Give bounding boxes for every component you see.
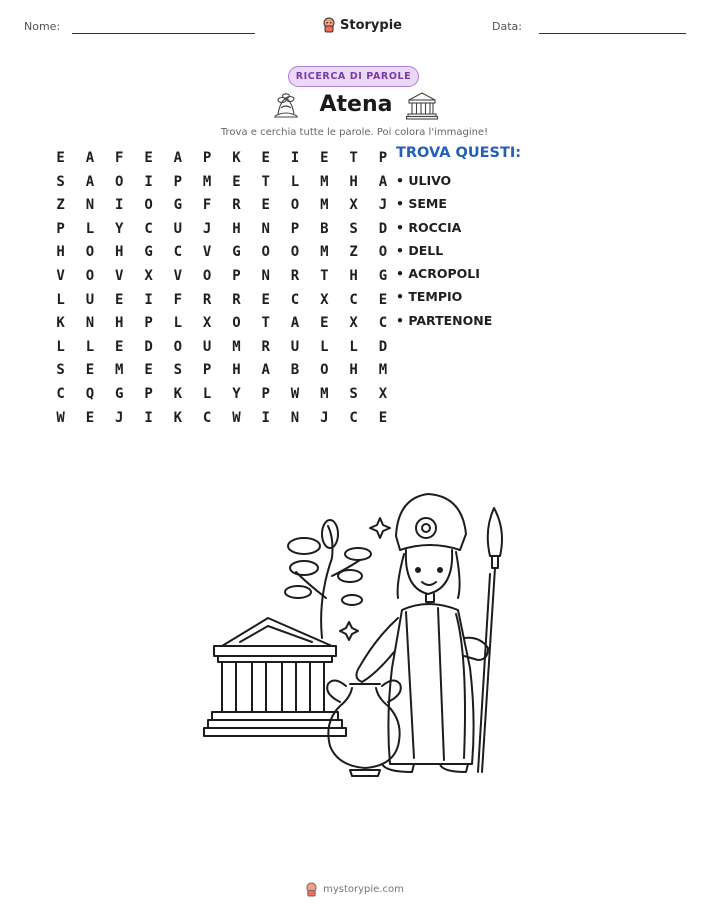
- grid-letter[interactable]: X: [378, 385, 388, 402]
- grid-letter[interactable]: T: [320, 267, 329, 284]
- grid-letter[interactable]: E: [115, 291, 124, 308]
- grid-letter[interactable]: E: [378, 409, 388, 426]
- word-item: • DELL: [396, 242, 444, 258]
- grid-letter[interactable]: M: [320, 385, 329, 402]
- grid-letter[interactable]: L: [349, 338, 358, 355]
- grid-letter[interactable]: F: [202, 197, 212, 214]
- grid-letter[interactable]: E: [378, 291, 388, 308]
- grid-letter[interactable]: I: [144, 409, 153, 426]
- grid-letter[interactable]: F: [173, 291, 183, 308]
- grid-letter[interactable]: E: [144, 150, 153, 166]
- grid-letter[interactable]: E: [320, 315, 329, 332]
- grid-letter[interactable]: L: [85, 220, 95, 237]
- grid-letter[interactable]: C: [173, 244, 183, 261]
- grid-letter[interactable]: V: [56, 267, 65, 284]
- grid-letter[interactable]: H: [349, 362, 358, 379]
- grid-letter[interactable]: W: [290, 385, 300, 402]
- grid-letter[interactable]: A: [290, 315, 300, 332]
- grid-row: [46, 383, 398, 407]
- grid-letter[interactable]: L: [202, 385, 212, 402]
- grid-letter[interactable]: R: [232, 197, 241, 214]
- grid-letter[interactable]: R: [232, 291, 241, 308]
- grid-letter[interactable]: C: [144, 220, 153, 237]
- grid-letter[interactable]: G: [115, 385, 124, 402]
- grid-letter[interactable]: N: [85, 315, 95, 332]
- grid-letter[interactable]: O: [378, 244, 388, 261]
- footer-url[interactable]: mystorypie.com: [323, 883, 404, 895]
- grid-letter[interactable]: E: [261, 291, 270, 308]
- grid-letter[interactable]: F: [115, 150, 124, 166]
- date-line: [539, 33, 686, 34]
- name-line: [72, 33, 255, 34]
- grid-letter[interactable]: D: [144, 338, 153, 355]
- grid-letter[interactable]: N: [290, 409, 300, 426]
- grid-letter[interactable]: G: [173, 197, 183, 214]
- grid-letter[interactable]: O: [232, 315, 241, 332]
- grid-letter[interactable]: T: [261, 173, 270, 190]
- grid-letter[interactable]: J: [320, 409, 329, 426]
- word-item: • ROCCIA: [396, 219, 462, 235]
- grid-letter[interactable]: C: [349, 409, 358, 426]
- grid-letter[interactable]: E: [56, 150, 65, 166]
- page-title: Atena: [319, 92, 393, 117]
- grid-letter[interactable]: W: [56, 409, 65, 426]
- grid-letter[interactable]: L: [56, 291, 65, 308]
- grid-row: [46, 407, 398, 431]
- grid-letter[interactable]: N: [85, 197, 95, 214]
- grid-letter[interactable]: I: [144, 173, 153, 190]
- word-item: • SEME: [396, 196, 447, 212]
- grid-letter[interactable]: K: [56, 315, 65, 332]
- grid-letter[interactable]: M: [320, 197, 329, 214]
- grid-letter[interactable]: J: [378, 197, 388, 214]
- grid-letter[interactable]: H: [232, 362, 241, 379]
- grid-letter[interactable]: O: [320, 362, 329, 379]
- grid-letter[interactable]: C: [378, 315, 388, 332]
- grid-letter[interactable]: N: [261, 220, 270, 237]
- grid-letter[interactable]: S: [349, 220, 358, 237]
- grid-letter[interactable]: D: [378, 220, 388, 237]
- instructions: Trova e cerchia tutte le parole. Poi colora l'immagine!: [220, 127, 489, 138]
- grid-letter[interactable]: P: [56, 220, 65, 237]
- grid-letter[interactable]: C: [202, 409, 212, 426]
- grid-letter[interactable]: M: [320, 244, 329, 261]
- grid-letter[interactable]: O: [115, 173, 124, 190]
- grid-letter[interactable]: H: [115, 315, 124, 332]
- letter-grid[interactable]: [46, 147, 398, 430]
- grid-letter[interactable]: A: [261, 362, 270, 379]
- title-row: [270, 90, 440, 124]
- grid-letter[interactable]: G: [378, 267, 388, 284]
- grid-letter[interactable]: U: [202, 338, 212, 355]
- grid-letter[interactable]: Z: [56, 197, 65, 214]
- grid-letter[interactable]: S: [56, 173, 65, 190]
- grid-letter[interactable]: L: [320, 338, 329, 355]
- grid-letter[interactable]: A: [378, 173, 388, 190]
- grid-letter[interactable]: X: [349, 197, 358, 214]
- grid-letter[interactable]: P: [290, 220, 300, 237]
- word-item: • TEMPIO: [396, 289, 463, 305]
- grid-letter[interactable]: X: [320, 291, 329, 308]
- grid-letter[interactable]: P: [378, 150, 388, 166]
- brand-logo: [322, 14, 402, 36]
- grid-letter[interactable]: E: [320, 150, 329, 166]
- grid-letter[interactable]: E: [85, 409, 95, 426]
- grid-letter[interactable]: J: [202, 220, 212, 237]
- word-list-title: TROVA QUESTI:: [396, 145, 522, 161]
- grid-letter[interactable]: D: [378, 338, 388, 355]
- storypie-mascot-icon: [305, 882, 318, 897]
- grid-letter[interactable]: E: [261, 150, 270, 166]
- grid-letter[interactable]: S: [173, 362, 183, 379]
- grid-letter[interactable]: K: [173, 409, 183, 426]
- spear-drawing: [478, 508, 502, 772]
- grid-letter[interactable]: O: [261, 244, 270, 261]
- grid-letter[interactable]: T: [349, 150, 358, 166]
- grid-letter[interactable]: R: [261, 338, 270, 355]
- athena-coloring-illustration: [200, 488, 510, 780]
- brand-name: Storypie: [340, 17, 402, 33]
- grid-row: [46, 289, 398, 313]
- grid-letter[interactable]: U: [290, 338, 300, 355]
- grid-letter[interactable]: P: [202, 150, 212, 166]
- grid-letter[interactable]: R: [202, 291, 212, 308]
- grid-letter[interactable]: E: [261, 197, 270, 214]
- name-label: Nome:: [24, 20, 61, 33]
- grid-letter[interactable]: E: [232, 173, 241, 190]
- grid-letter[interactable]: C: [56, 385, 65, 402]
- grid-letter[interactable]: H: [349, 267, 358, 284]
- grid-letter[interactable]: I: [115, 197, 124, 214]
- grid-letter[interactable]: O: [173, 338, 183, 355]
- storypie-mascot-icon: [322, 17, 336, 33]
- grid-row: [46, 312, 398, 336]
- grid-letter[interactable]: A: [85, 173, 95, 190]
- word-item: • PARTENONE: [396, 312, 493, 328]
- grid-letter[interactable]: L: [290, 173, 300, 190]
- grid-letter[interactable]: J: [115, 409, 124, 426]
- grid-letter[interactable]: Q: [85, 385, 95, 402]
- grid-letter[interactable]: P: [144, 315, 153, 332]
- grid-letter[interactable]: A: [173, 150, 183, 166]
- grid-letter[interactable]: B: [290, 362, 300, 379]
- grid-letter[interactable]: M: [232, 338, 241, 355]
- grid-row: [46, 194, 398, 218]
- athena-figure-drawing: [356, 494, 488, 772]
- greek-temple-icon: [406, 90, 438, 120]
- grid-letter[interactable]: N: [261, 267, 270, 284]
- grid-letter[interactable]: Y: [115, 220, 124, 237]
- grid-letter[interactable]: L: [85, 338, 95, 355]
- grid-letter[interactable]: O: [202, 267, 212, 284]
- grid-letter[interactable]: E: [115, 338, 124, 355]
- grid-letter[interactable]: P: [202, 362, 212, 379]
- grid-row: [46, 336, 398, 360]
- grid-letter[interactable]: S: [56, 362, 65, 379]
- grid-letter[interactable]: X: [202, 315, 212, 332]
- grid-letter[interactable]: H: [56, 244, 65, 261]
- grid-letter[interactable]: W: [232, 409, 241, 426]
- grid-letter[interactable]: X: [349, 315, 358, 332]
- grid-letter[interactable]: M: [378, 362, 388, 379]
- grid-letter[interactable]: H: [115, 244, 124, 261]
- grid-letter[interactable]: A: [85, 150, 95, 166]
- grid-letter[interactable]: L: [173, 315, 183, 332]
- badge-label: RICERCA DI PAROLE: [295, 71, 412, 82]
- grid-row: [46, 171, 398, 195]
- grid-letter[interactable]: G: [144, 244, 153, 261]
- grid-letter[interactable]: P: [144, 385, 153, 402]
- word-item: • ACROPOLI: [396, 266, 480, 282]
- grid-letter[interactable]: C: [290, 291, 300, 308]
- grid-letter[interactable]: I: [290, 150, 300, 166]
- grid-letter[interactable]: H: [349, 173, 358, 190]
- grid-letter[interactable]: V: [202, 244, 212, 261]
- grid-letter[interactable]: K: [173, 385, 183, 402]
- grid-letter[interactable]: M: [115, 362, 124, 379]
- grid-letter[interactable]: K: [232, 150, 241, 166]
- date-label: Data:: [492, 20, 522, 33]
- grid-letter[interactable]: G: [232, 244, 241, 261]
- grid-letter[interactable]: M: [320, 173, 329, 190]
- grid-letter[interactable]: Z: [349, 244, 358, 261]
- grid-letter[interactable]: I: [144, 291, 153, 308]
- grid-letter[interactable]: O: [290, 244, 300, 261]
- grid-letter[interactable]: H: [232, 220, 241, 237]
- grid-letter[interactable]: V: [173, 267, 183, 284]
- grid-letter[interactable]: M: [202, 173, 212, 190]
- grid-row: [46, 359, 398, 383]
- grid-letter[interactable]: O: [85, 267, 95, 284]
- worksheet-header: [0, 14, 709, 38]
- grid-letter[interactable]: I: [261, 409, 270, 426]
- grid-letter[interactable]: U: [85, 291, 95, 308]
- grid-letter[interactable]: E: [144, 362, 153, 379]
- grid-letter[interactable]: E: [85, 362, 95, 379]
- temple-drawing: [204, 618, 346, 736]
- footer: [0, 879, 709, 899]
- grid-letter[interactable]: O: [290, 197, 300, 214]
- grid-letter[interactable]: O: [144, 197, 153, 214]
- word-list: [396, 145, 596, 332]
- grid-letter[interactable]: X: [144, 267, 153, 284]
- olive-tree-drawing: [285, 520, 371, 638]
- grid-row: [46, 241, 398, 265]
- grid-letter[interactable]: B: [320, 220, 329, 237]
- olive-tree-icon: [270, 90, 302, 120]
- word-item: • ULIVO: [396, 173, 452, 188]
- grid-letter[interactable]: U: [173, 220, 183, 237]
- grid-row: [46, 265, 398, 289]
- grid-letter[interactable]: P: [261, 385, 270, 402]
- grid-letter[interactable]: L: [56, 338, 65, 355]
- grid-letter[interactable]: P: [232, 267, 241, 284]
- grid-letter[interactable]: V: [115, 267, 124, 284]
- grid-letter[interactable]: C: [349, 291, 358, 308]
- grid-row: [46, 218, 398, 242]
- word-search-badge: [288, 66, 419, 87]
- grid-letter[interactable]: R: [290, 267, 300, 284]
- grid-letter[interactable]: S: [349, 385, 358, 402]
- grid-letter[interactable]: O: [85, 244, 95, 261]
- grid-row: [46, 147, 398, 171]
- grid-letter[interactable]: Y: [232, 385, 241, 402]
- grid-letter[interactable]: T: [261, 315, 270, 332]
- grid-letter[interactable]: P: [173, 173, 183, 190]
